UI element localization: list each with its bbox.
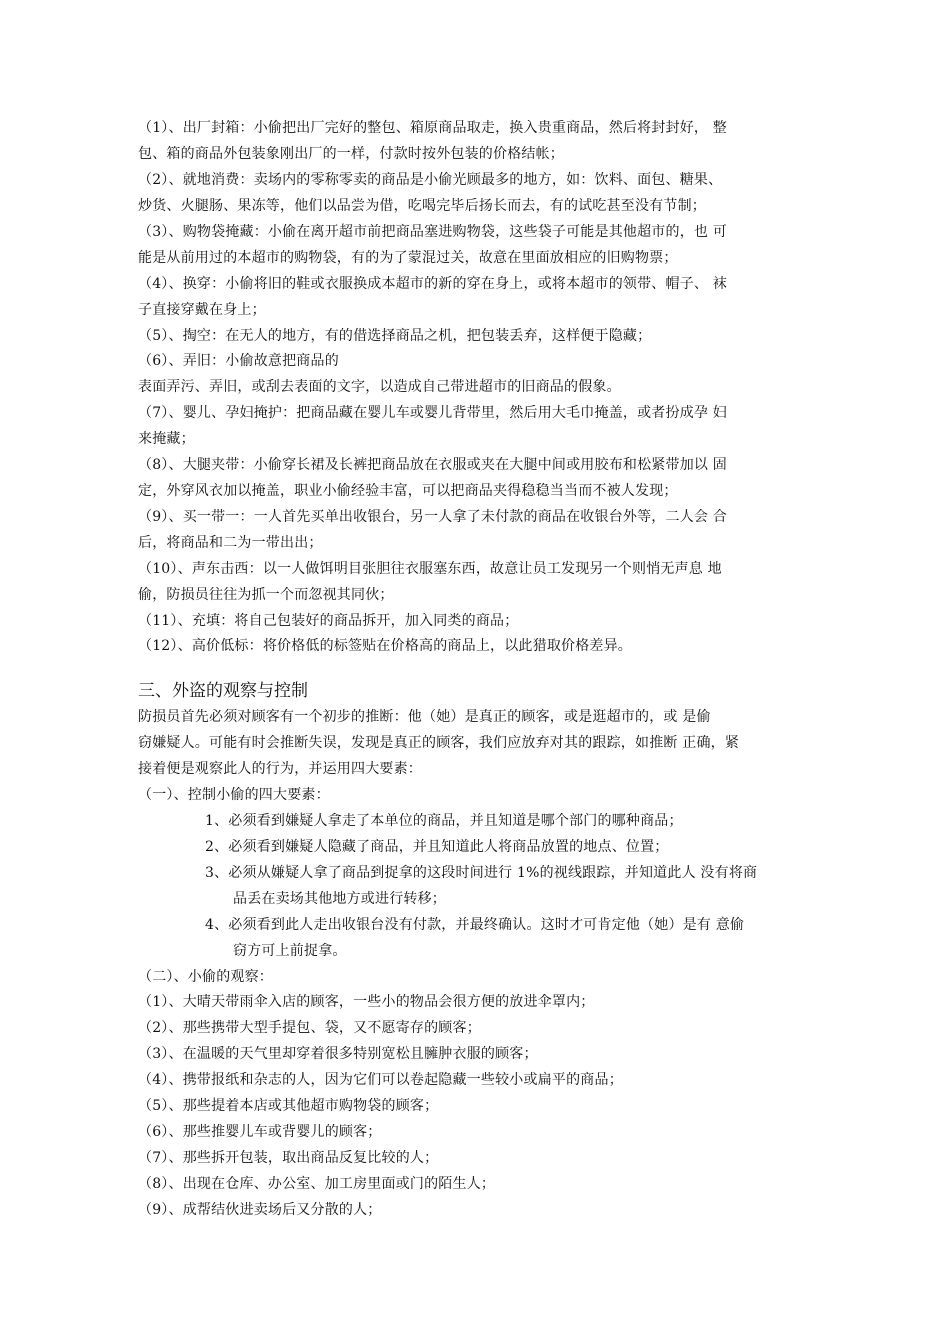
element-line: 窃方可上前捉拿。 <box>233 943 347 959</box>
method-line: 表面弄污、弄旧，或刮去表面的文字，以造成自己带进超市的旧商品的假象。 <box>138 379 621 395</box>
observation-line: （5）、那些提着本店或其他超市购物袋的顾客； <box>138 1098 439 1114</box>
element-line: 1、必须看到嫌疑人拿走了本单位的商品，并且知道是哪个部门的哪种商品； <box>205 813 683 829</box>
method-line: （1）、出厂封箱：小偷把出厂完好的整包、箱原商品取走，换入贵重商品，然后将封封好， 整 <box>138 120 727 136</box>
observation-line: （9）、成帮结伙进卖场后又分散的人； <box>138 1202 382 1218</box>
observation-line: （4）、携带报纸和杂志的人，因为它们可以卷起隐藏一些较小或扁平的商品； <box>138 1072 623 1088</box>
intro-line: 防损员首先必须对顾客有一个初步的推断：他（她）是真正的顾客，或是逛超市的，或 是偷 <box>138 709 711 725</box>
element-line: 2、必须看到嫌疑人隐藏了商品，并且知道此人将商品放置的地点、位置； <box>205 839 669 855</box>
method-line: 偷，防损员往往为抓一个而忽视其同伙； <box>138 587 394 603</box>
method-line: 炒货、火腿肠、果冻等，他们以品尝为借，吃喝完毕后扬长而去，有的试吃甚至没有节制； <box>138 198 706 214</box>
observation-line: （6）、那些推婴儿车或背婴儿的顾客； <box>138 1124 382 1140</box>
intro-line: 窃嫌疑人。可能有时会推断失误，发现是真正的顾客，我们应放弃对其的跟踪，如推断 正确，紧 <box>138 735 740 751</box>
method-line: （8）、大腿夹带：小偷穿长裙及长裤把商品放在衣服或夹在大腿中间或用胶布和松紧带加以 固 <box>138 457 727 473</box>
method-line: （4）、换穿：小偷将旧的鞋或衣服换成本超市的新的穿在身上，或将本超市的领带、帽子、 袜 <box>138 276 727 292</box>
method-line: （5）、掏空：在无人的地方，有的借选择商品之机，把包装丢弃，这样便于隐藏； <box>138 328 652 344</box>
method-line: 来掩藏； <box>138 431 195 447</box>
method-line: 定，外穿风衣加以掩盖，职业小偷经验丰富，可以把商品夹得稳稳当当而不被人发现； <box>138 483 678 499</box>
method-line: （6）、弄旧：小偷故意把商品的 <box>138 353 339 369</box>
method-line: 能是从前用过的本超市的购物袋，有的为了蒙混过关，故意在里面放相应的旧购物票； <box>138 250 678 266</box>
method-line: （11）、充填：将自己包装好的商品拆开，加入同类的商品； <box>138 613 519 629</box>
observation-line: （3）、在温暖的天气里却穿着很多特别宽松且臃肿衣服的顾客； <box>138 1046 538 1062</box>
subsection-title: （二）、小偷的观察： <box>138 969 273 985</box>
method-line: （10）、声东击西：以一人做饵明目张胆往衣服塞东西，故意让员工发现另一个则悄无声息 地 <box>138 561 722 577</box>
observation-line: （7）、那些拆开包装，取出商品反复比较的人； <box>138 1150 439 1166</box>
method-line: 包、箱的商品外包装象刚出厂的一样，付款时按外包装的价格结帐； <box>138 146 564 162</box>
observation-line: （8）、出现在仓库、办公室、加工房里面或门的陌生人； <box>138 1176 496 1192</box>
method-line: 子直接穿戴在身上； <box>138 302 266 318</box>
method-line: 后，将商品和二为一带出出； <box>138 535 323 551</box>
subsection-title: （一）、控制小偷的四大要素： <box>138 787 330 803</box>
observation-line: （2）、那些携带大型手提包、袋，又不愿寄存的顾客； <box>138 1020 481 1036</box>
element-line: 3、必须从嫌疑人拿了商品到捉拿的这段时间进行 1%的视线跟踪，并知道此人 没有将商 <box>205 865 758 881</box>
method-line: （7）、婴儿、孕妇掩护：把商品藏在婴儿车或婴儿背带里，然后用大毛巾掩盖，或者扮成孕 妇 <box>138 405 727 421</box>
intro-line: 接着便是观察此人的行为，并运用四大要素： <box>138 761 422 777</box>
method-line: （2）、就地消费：卖场内的零称零卖的商品是小偷光顾最多的地方，如：饮料、面包、糖果、 <box>138 172 723 188</box>
element-line: 4、必须看到此人走出收银台没有付款，并最终确认。这时才可肯定他（她）是有 意偷 <box>205 917 745 933</box>
section-heading: 三、外盗的观察与控制 <box>138 681 308 701</box>
element-line: 品丢在卖场其他地方或进行转移； <box>233 891 446 907</box>
observation-line: （1）、大晴天带雨伞入店的顾客，一些小的物品会很方便的放进伞罩内； <box>138 994 595 1010</box>
method-line: （3）、购物袋掩藏：小偷在离开超市前把商品塞进购物袋，这些袋子可能是其他超市的，也 可 <box>138 224 727 240</box>
method-line: （12）、高价低标：将价格低的标签贴在价格高的商品上，以此猎取价格差异。 <box>138 638 633 654</box>
method-line: （9）、买一带一：一人首先买单出收银台，另一人拿了未付款的商品在收银台外等，二人会 合 <box>138 509 727 525</box>
